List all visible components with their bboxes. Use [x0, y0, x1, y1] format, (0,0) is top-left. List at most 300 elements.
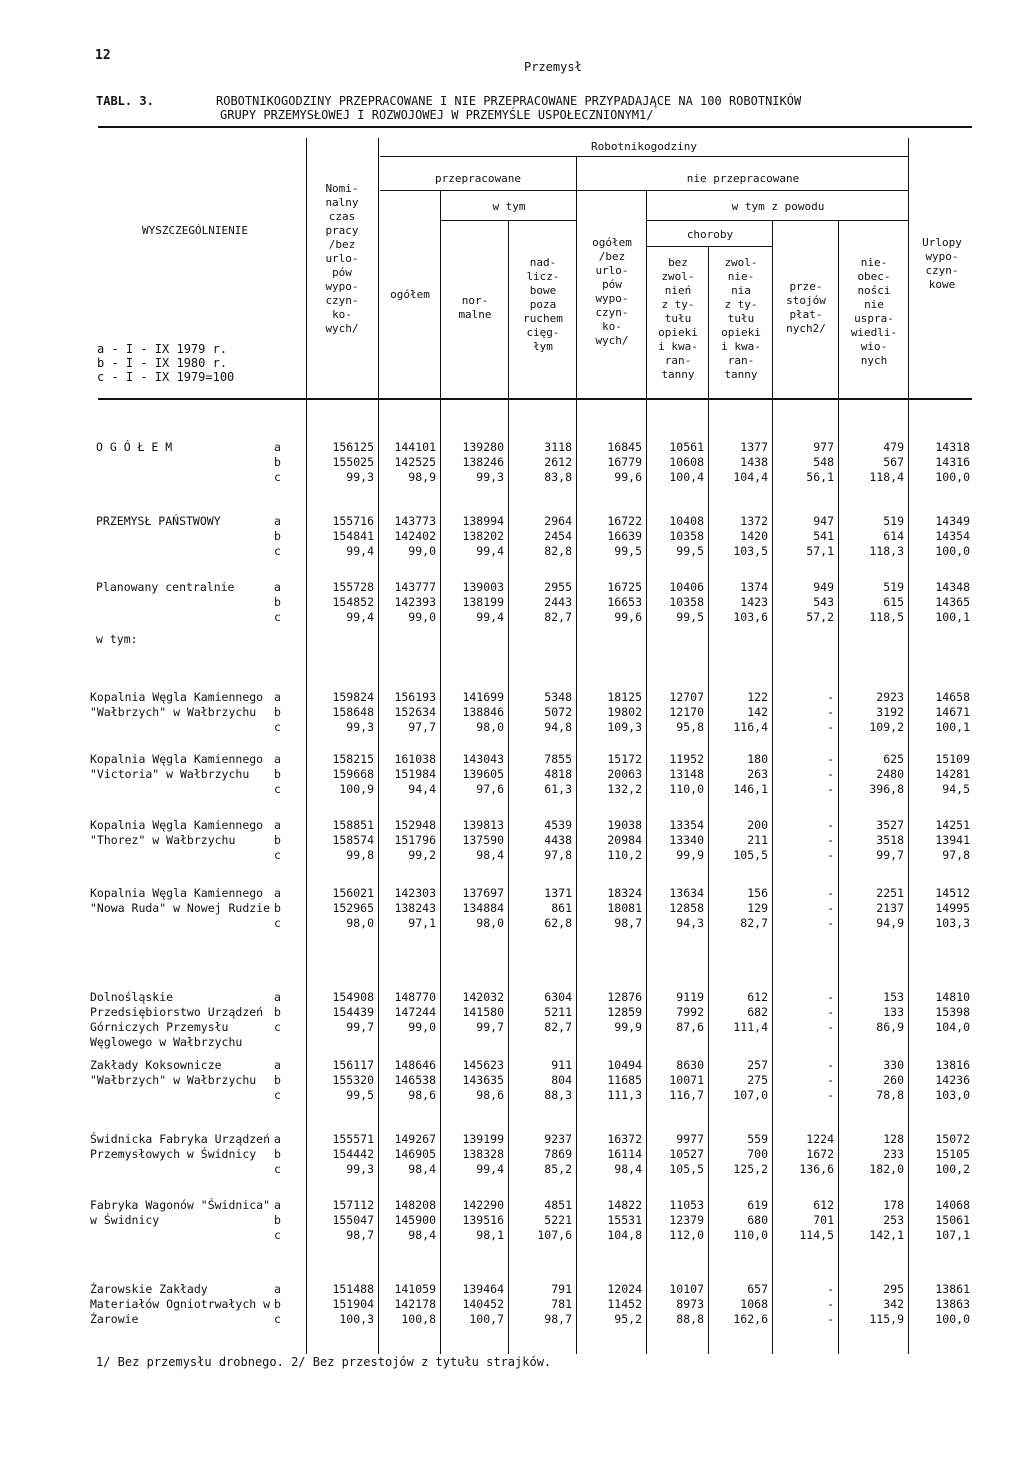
- table-cell: 139516: [462, 1213, 504, 1227]
- table-cell: 1224: [806, 1132, 834, 1146]
- table-cell: 98,0: [346, 916, 374, 930]
- table-cell: 2612: [544, 455, 572, 469]
- table-cell: 98,4: [476, 848, 504, 862]
- table-cell: 154442: [332, 1147, 374, 1161]
- row-marker-b: b: [274, 1073, 281, 1087]
- table-cell: 99,3: [476, 470, 504, 484]
- table-cell: 155571: [332, 1132, 374, 1146]
- table-cell: 2955: [544, 580, 572, 594]
- table-cell: 211: [747, 833, 768, 847]
- table-cell: 14068: [935, 1198, 970, 1212]
- table-cell: 12024: [607, 1282, 642, 1296]
- table-cell: -: [827, 1058, 834, 1072]
- table-cell: 148770: [394, 990, 436, 1004]
- table-cell: 100,7: [469, 1312, 504, 1326]
- table-cell: 99,5: [614, 544, 642, 558]
- table-cell: 12859: [607, 1005, 642, 1019]
- vline-3: [508, 220, 509, 1354]
- table-cell: 233: [883, 1147, 904, 1161]
- table-cell: 94,3: [676, 916, 704, 930]
- table-cell: 4818: [544, 767, 572, 781]
- row-marker-a: a: [274, 690, 281, 704]
- row-marker-b: b: [274, 901, 281, 915]
- table-cell: 154852: [332, 595, 374, 609]
- row-marker-c: c: [274, 1228, 281, 1242]
- table-cell: 82,8: [544, 544, 572, 558]
- table-cell: 13941: [935, 833, 970, 847]
- table-cell: 2480: [876, 767, 904, 781]
- table-cell: 10561: [669, 440, 704, 454]
- row-marker-a: a: [274, 990, 281, 1004]
- table-cell: 12858: [669, 901, 704, 915]
- table-cell: 4539: [544, 818, 572, 832]
- table-cell: 10494: [607, 1058, 642, 1072]
- table-cell: 100,3: [339, 1312, 374, 1326]
- table-cell: 200: [747, 818, 768, 832]
- table-cell: 18081: [607, 901, 642, 915]
- table-cell: 15061: [935, 1213, 970, 1227]
- table-cell: 16779: [607, 455, 642, 469]
- row-label: Dolnośląskie Przedsiębiorstwo Urządzeń Górniczych Przemysłu Węglowego w Wałbrzychu: [90, 990, 264, 1049]
- table-cell: 15105: [935, 1147, 970, 1161]
- table-cell: 154439: [332, 1005, 374, 1019]
- table-cell: 10358: [669, 529, 704, 543]
- legend-a: a - I - IX 1979 r.: [97, 342, 228, 356]
- table-cell: -: [827, 720, 834, 734]
- table-cell: 100,4: [669, 470, 704, 484]
- table-cell: 62,8: [544, 916, 572, 930]
- row-label: Żarowskie Zakłady Materiałów Ogniotrwałych w Żarowie: [90, 1282, 271, 1326]
- vline-2: [440, 190, 441, 1354]
- table-cell: 162,6: [733, 1312, 768, 1326]
- table-cell: 4438: [544, 833, 572, 847]
- table-cell: 100,0: [935, 544, 970, 558]
- table-cell: 11053: [669, 1198, 704, 1212]
- table-title-line1: ROBOTNIKOGODZINY PRZEPRACOWANE I NIE PRZEPRACOWANE PRZYPADAJĄCE NA 100 ROBOTNIKÓW: [216, 94, 802, 108]
- table-cell: 155047: [332, 1213, 374, 1227]
- row-marker-c: c: [274, 848, 281, 862]
- table-cell: -: [827, 818, 834, 832]
- table-cell: 139605: [462, 767, 504, 781]
- table-cell: 85,2: [544, 1162, 572, 1176]
- table-cell: 8973: [676, 1297, 704, 1311]
- row-marker-c: c: [274, 1162, 281, 1176]
- table-cell: 56,1: [806, 470, 834, 484]
- table-cell: 16722: [607, 514, 642, 528]
- table-cell: 100,0: [935, 470, 970, 484]
- row-marker-b: b: [274, 705, 281, 719]
- row-marker-c: c: [274, 544, 281, 558]
- table-cell: 947: [813, 514, 834, 528]
- table-cell: 911: [551, 1058, 572, 1072]
- row-marker-a: a: [274, 886, 281, 900]
- table-cell: 13816: [935, 1058, 970, 1072]
- vline-6: [708, 246, 709, 1354]
- przepracowane-header: przepracowane: [434, 172, 522, 185]
- table-cell: -: [827, 690, 834, 704]
- table-cell: 87,6: [676, 1020, 704, 1034]
- table-cell: 149267: [394, 1132, 436, 1146]
- table-cell: 146905: [394, 1147, 436, 1161]
- table-cell: 142525: [394, 455, 436, 469]
- table-cell: 147244: [394, 1005, 436, 1019]
- row-marker-b: b: [274, 1297, 281, 1311]
- table-cell: 98,4: [408, 1162, 436, 1176]
- table-cell: 82,7: [544, 1020, 572, 1034]
- table-cell: 16725: [607, 580, 642, 594]
- table-cell: 99,4: [476, 544, 504, 558]
- table-cell: 543: [813, 595, 834, 609]
- table-cell: 3118: [544, 440, 572, 454]
- table-cell: -: [827, 1297, 834, 1311]
- table-cell: 253: [883, 1213, 904, 1227]
- table-cell: 182,0: [869, 1162, 904, 1176]
- table-cell: 949: [813, 580, 834, 594]
- table-cell: 139003: [462, 580, 504, 594]
- row-marker-b: b: [274, 1147, 281, 1161]
- table-cell: 2137: [876, 901, 904, 915]
- table-cell: 140452: [462, 1297, 504, 1311]
- stub-header: WYSZCZEGÓLNIENIE: [142, 224, 248, 237]
- row-marker-a: a: [274, 1282, 281, 1296]
- table-cell: 13340: [669, 833, 704, 847]
- table-cell: 519: [883, 580, 904, 594]
- table-cell: 14236: [935, 1073, 970, 1087]
- table-cell: 159668: [332, 767, 374, 781]
- table-cell: 14318: [935, 440, 970, 454]
- table-title-line2: GRUPY PRZEMYSŁOWEJ I ROZWOJOWEJ W PRZEMYŚLE USPOŁECZNIONYM1/: [220, 108, 654, 122]
- table-cell: 619: [747, 1198, 768, 1212]
- table-cell: 151796: [394, 833, 436, 847]
- row-marker-a: a: [274, 440, 281, 454]
- table-cell: -: [827, 1282, 834, 1296]
- table-cell: 142393: [394, 595, 436, 609]
- table-cell: 142,1: [869, 1228, 904, 1242]
- table-cell: 295: [883, 1282, 904, 1296]
- table-cell: 138199: [462, 595, 504, 609]
- table-cell: 134884: [462, 901, 504, 915]
- nieobecnosci-header: nie- obec- ności nie uspra- wiedli- wio- nych: [850, 256, 898, 367]
- table-cell: 99,5: [346, 1088, 374, 1102]
- table-cell: 156193: [394, 690, 436, 704]
- table-cell: -: [827, 916, 834, 930]
- table-cell: 99,7: [476, 1020, 504, 1034]
- table-cell: 100,1: [935, 610, 970, 624]
- table-cell: 125,2: [733, 1162, 768, 1176]
- row-label: Kopalnia Węgla Kamiennego "Nowa Ruda" w Nowej Rudzie: [90, 886, 271, 915]
- table-cell: 14354: [935, 529, 970, 543]
- table-cell: 118,4: [869, 470, 904, 484]
- table-cell: 86,9: [876, 1020, 904, 1034]
- table-cell: 156117: [332, 1058, 374, 1072]
- vline-0: [306, 138, 307, 1354]
- table-cell: 98,7: [544, 1312, 572, 1326]
- table-cell: 7869: [544, 1147, 572, 1161]
- vline-4: [576, 156, 577, 1354]
- table-cell: 116,7: [669, 1088, 704, 1102]
- table-cell: 100,0: [935, 1312, 970, 1326]
- table-cell: 156021: [332, 886, 374, 900]
- table-cell: 1068: [740, 1297, 768, 1311]
- table-cell: 156125: [332, 440, 374, 454]
- table-cell: 100,2: [935, 1162, 970, 1176]
- table-cell: 104,0: [935, 1020, 970, 1034]
- table-cell: 16653: [607, 595, 642, 609]
- row-marker-b: b: [274, 767, 281, 781]
- table-cell: 98,9: [408, 470, 436, 484]
- table-cell: 154841: [332, 529, 374, 543]
- table-cell: -: [827, 833, 834, 847]
- table-cell: 155320: [332, 1073, 374, 1087]
- table-cell: 88,3: [544, 1088, 572, 1102]
- table-cell: 141580: [462, 1005, 504, 1019]
- table-cell: 155728: [332, 580, 374, 594]
- table-cell: 109,3: [607, 720, 642, 734]
- table-cell: 158215: [332, 752, 374, 766]
- table-cell: 14512: [935, 886, 970, 900]
- table-cell: 138328: [462, 1147, 504, 1161]
- w-tym-z-powodu-header: w tym z powodu: [731, 200, 825, 213]
- table-cell: 98,0: [476, 720, 504, 734]
- table-cell: 99,0: [408, 610, 436, 624]
- table-cell: 152634: [394, 705, 436, 719]
- table-cell: 612: [747, 990, 768, 1004]
- table-cell: 137590: [462, 833, 504, 847]
- table-cell: 548: [813, 455, 834, 469]
- table-cell: 1371: [544, 886, 572, 900]
- table-label: TABL. 3.: [96, 94, 154, 108]
- row-marker-c: c: [274, 782, 281, 796]
- table-cell: 8630: [676, 1058, 704, 1072]
- table-cell: 105,5: [733, 848, 768, 862]
- table-cell: 16372: [607, 1132, 642, 1146]
- row-label: Planowany centralnie: [96, 580, 235, 594]
- row-label: PRZEMYSŁ PAŃSTWOWY: [96, 514, 221, 528]
- table-cell: 5211: [544, 1005, 572, 1019]
- table-cell: 16845: [607, 440, 642, 454]
- table-cell: 138243: [394, 901, 436, 915]
- table-cell: 99,4: [346, 610, 374, 624]
- legend-c: c - I - IX 1979=100: [97, 370, 235, 384]
- table-cell: 98,1: [476, 1228, 504, 1242]
- table-cell: 103,3: [935, 916, 970, 930]
- table-cell: 10358: [669, 595, 704, 609]
- table-cell: 103,0: [935, 1088, 970, 1102]
- table-cell: 14822: [607, 1198, 642, 1212]
- table-cell: 20063: [607, 767, 642, 781]
- table-cell: 155716: [332, 514, 374, 528]
- table-cell: 2923: [876, 690, 904, 704]
- table-cell: 7992: [676, 1005, 704, 1019]
- table-cell: 657: [747, 1282, 768, 1296]
- table-cell: -: [827, 705, 834, 719]
- table-cell: 14671: [935, 705, 970, 719]
- table-cell: 180: [747, 752, 768, 766]
- table-cell: -: [827, 901, 834, 915]
- table-cell: 12707: [669, 690, 704, 704]
- table-cell: 10406: [669, 580, 704, 594]
- table-cell: 103,6: [733, 610, 768, 624]
- table-cell: -: [827, 1073, 834, 1087]
- table-cell: 138846: [462, 705, 504, 719]
- choroby-header: choroby: [686, 228, 734, 241]
- table-cell: 139199: [462, 1132, 504, 1146]
- table-cell: 142402: [394, 529, 436, 543]
- table-cell: 12876: [607, 990, 642, 1004]
- ogolem-header: ogółem: [390, 288, 430, 301]
- table-cell: 136,6: [799, 1162, 834, 1176]
- table-cell: -: [827, 990, 834, 1004]
- table-cell: 99,5: [676, 544, 704, 558]
- table-cell: 128: [883, 1132, 904, 1146]
- table-cell: -: [827, 752, 834, 766]
- row-marker-c: c: [274, 916, 281, 930]
- table-cell: -: [827, 767, 834, 781]
- table-cell: 977: [813, 440, 834, 454]
- table-cell: 18125: [607, 690, 642, 704]
- table-cell: 156: [747, 886, 768, 900]
- table-cell: 99,3: [346, 470, 374, 484]
- table-cell: 115,9: [869, 1312, 904, 1326]
- table-cell: 19802: [607, 705, 642, 719]
- table-cell: 541: [813, 529, 834, 543]
- table-cell: 153: [883, 990, 904, 1004]
- table-cell: 155025: [332, 455, 374, 469]
- row-sublabel: w tym:: [96, 632, 138, 646]
- table-cell: 116,4: [733, 720, 768, 734]
- nadliczbowe-header: nad- licz- bowe poza ruchem cięg- łym: [523, 256, 563, 353]
- table-cell: 11952: [669, 752, 704, 766]
- table-cell: 99,4: [476, 610, 504, 624]
- table-cell: 129: [747, 901, 768, 915]
- table-cell: 3518: [876, 833, 904, 847]
- row-label: Fabryka Wagonów "Świdnica" w Świdnicy: [90, 1198, 271, 1227]
- table-cell: 99,7: [346, 1020, 374, 1034]
- row-marker-b: b: [274, 833, 281, 847]
- table-cell: 342: [883, 1297, 904, 1311]
- table-cell: 2454: [544, 529, 572, 543]
- robotnikogodziny-header: Robotnikogodziny: [591, 140, 697, 153]
- row-marker-a: a: [274, 580, 281, 594]
- top-rule: [98, 126, 972, 128]
- table-cell: 680: [747, 1213, 768, 1227]
- table-cell: 143043: [462, 752, 504, 766]
- row-label: O G Ó Ł E M: [96, 440, 173, 454]
- table-cell: 142032: [462, 990, 504, 1004]
- row-marker-a: a: [274, 752, 281, 766]
- table-title: [216, 94, 976, 122]
- table-cell: 519: [883, 514, 904, 528]
- table-cell: 14810: [935, 990, 970, 1004]
- table-cell: 98,4: [614, 1162, 642, 1176]
- row-label: Zakłady Koksownicze "Wałbrzych" w Wałbrzychu: [90, 1058, 257, 1087]
- table-cell: 13861: [935, 1282, 970, 1296]
- normalne-header: nor- malne: [458, 294, 492, 321]
- table-cell: 151904: [332, 1297, 374, 1311]
- table-cell: 12170: [669, 705, 704, 719]
- row-marker-c: c: [274, 1312, 281, 1326]
- table-cell: 99,9: [614, 1020, 642, 1034]
- table-cell: 154908: [332, 990, 374, 1004]
- table-cell: 99,0: [408, 1020, 436, 1034]
- table-cell: 15109: [935, 752, 970, 766]
- table-cell: 1377: [740, 440, 768, 454]
- table-cell: 98,6: [408, 1088, 436, 1102]
- urlopy-header: Urlopy wypo- czyn- kowe: [922, 236, 962, 291]
- table-cell: 142: [747, 705, 768, 719]
- table-cell: 99,6: [614, 610, 642, 624]
- table-cell: 1374: [740, 580, 768, 594]
- table-cell: 20984: [607, 833, 642, 847]
- table-cell: 161038: [394, 752, 436, 766]
- table-cell: 99,3: [346, 720, 374, 734]
- table-cell: 159824: [332, 690, 374, 704]
- table-cell: 330: [883, 1058, 904, 1072]
- table-cell: 97,8: [942, 848, 970, 862]
- table-cell: 148646: [394, 1058, 436, 1072]
- table-cell: 16639: [607, 529, 642, 543]
- row-marker-a: a: [274, 818, 281, 832]
- table-cell: 2443: [544, 595, 572, 609]
- table-cell: 95,8: [676, 720, 704, 734]
- table-cell: 9977: [676, 1132, 704, 1146]
- table-cell: 133: [883, 1005, 904, 1019]
- table-cell: 88,8: [676, 1312, 704, 1326]
- row-marker-b: b: [274, 595, 281, 609]
- ogolem-bez-header: ogółem /bez urlo- pów wypo- czyn- ko- wych/: [592, 236, 632, 347]
- table-cell: 82,7: [740, 916, 768, 930]
- footnote: 1/ Bez przemysłu drobnego. 2/ Bez przestojów z tytułu strajków.: [96, 1355, 552, 1369]
- robotnik-rule: [380, 156, 908, 157]
- table-cell: 142303: [394, 886, 436, 900]
- vline-8: [838, 220, 839, 1354]
- table-cell: 99,9: [676, 848, 704, 862]
- table-cell: 1420: [740, 529, 768, 543]
- row-marker-a: a: [274, 514, 281, 528]
- table-cell: 781: [551, 1297, 572, 1311]
- table-cell: 152948: [394, 818, 436, 832]
- table-cell: 14365: [935, 595, 970, 609]
- table-cell: 5072: [544, 705, 572, 719]
- table-cell: 104,8: [607, 1228, 642, 1242]
- table-cell: 158648: [332, 705, 374, 719]
- table-cell: 18324: [607, 886, 642, 900]
- row-marker-c: c: [274, 1020, 281, 1034]
- table-cell: 144101: [394, 440, 436, 454]
- table-cell: 143635: [462, 1073, 504, 1087]
- table-cell: 151488: [332, 1282, 374, 1296]
- table-cell: 143773: [394, 514, 436, 528]
- table-cell: 97,7: [408, 720, 436, 734]
- table-cell: 94,9: [876, 916, 904, 930]
- table-cell: 804: [551, 1073, 572, 1087]
- table-cell: 260: [883, 1073, 904, 1087]
- table-cell: 138202: [462, 529, 504, 543]
- table-cell: 146538: [394, 1073, 436, 1087]
- table-cell: 682: [747, 1005, 768, 1019]
- table-cell: 99,6: [614, 470, 642, 484]
- nie-przepracowane-header: nie przepracowane: [686, 172, 800, 185]
- table-cell: 99,4: [346, 544, 374, 558]
- table-cell: 15172: [607, 752, 642, 766]
- table-cell: 118,5: [869, 610, 904, 624]
- table-cell: 148208: [394, 1198, 436, 1212]
- table-cell: 94,8: [544, 720, 572, 734]
- row-marker-b: b: [274, 1213, 281, 1227]
- table-cell: 107,1: [935, 1228, 970, 1242]
- row-marker-c: c: [274, 1088, 281, 1102]
- table-cell: 2964: [544, 514, 572, 528]
